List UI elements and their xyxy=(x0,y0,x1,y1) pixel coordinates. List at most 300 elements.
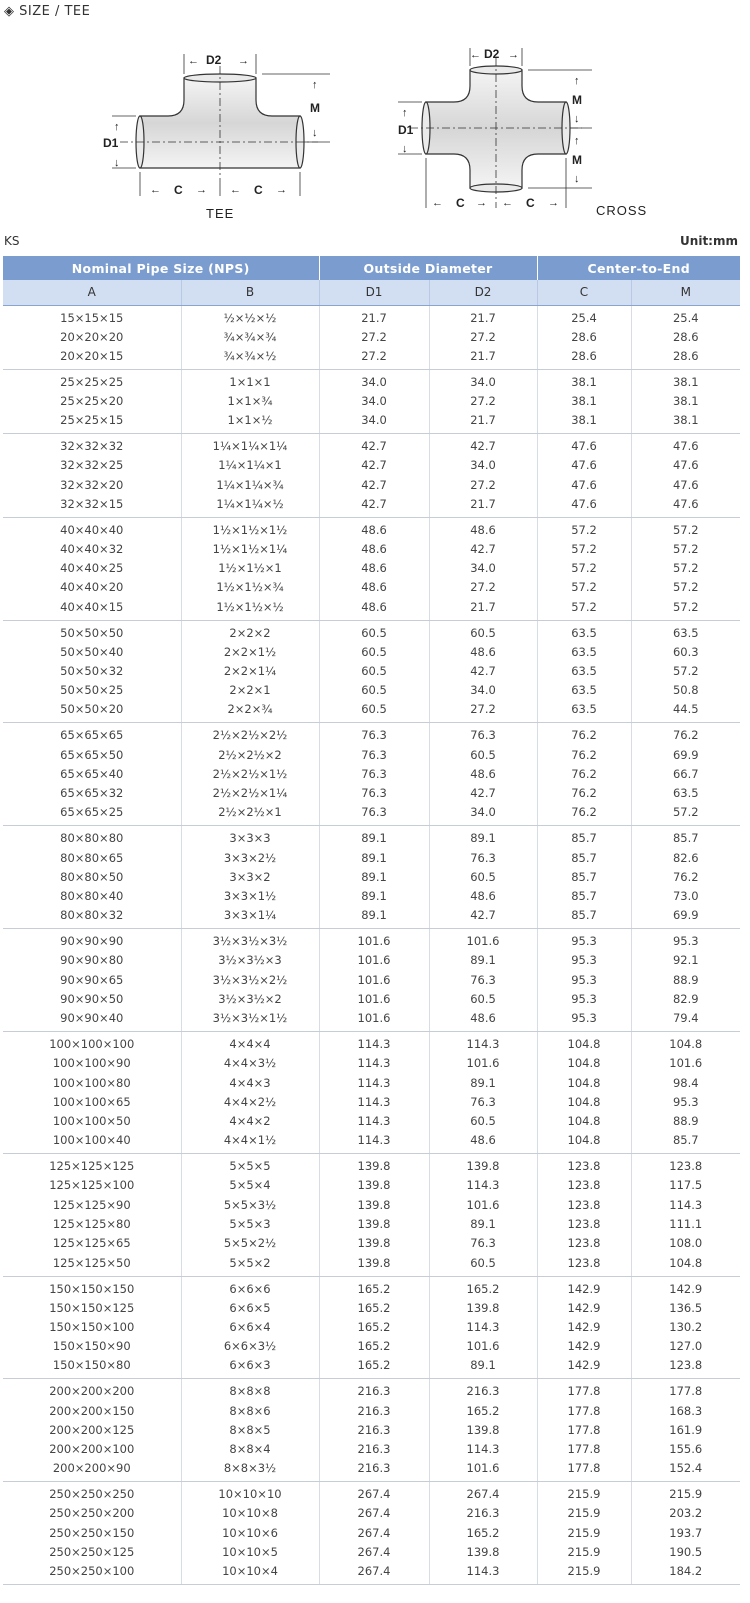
cell-d1: 139.8 xyxy=(319,1196,429,1215)
cell-c: 47.6 xyxy=(537,475,631,494)
cell-d2: 42.7 xyxy=(429,434,537,457)
cell-m: 123.8 xyxy=(669,1159,703,1174)
cell-c: 63.5 xyxy=(537,620,631,643)
cell-d1: 165.2 xyxy=(319,1299,429,1318)
cell-c: 85.7 xyxy=(537,848,631,867)
cell-c: 57.2 xyxy=(537,517,631,540)
cell-c: 57.2 xyxy=(537,540,631,559)
cell-d1: 101.6 xyxy=(319,971,429,990)
cell-c: 85.7 xyxy=(537,887,631,906)
table-row xyxy=(3,1032,740,1055)
cell-m: 168.3 xyxy=(669,1403,703,1418)
cell-m: 82.9 xyxy=(672,991,699,1006)
cell-a: 125×125×90 xyxy=(3,1196,181,1215)
cell-b: 1½×1½×1 xyxy=(181,559,319,578)
cell-d2: 21.7 xyxy=(429,305,537,328)
svg-text:↓: ↓ xyxy=(312,127,318,139)
cell-c: 57.2 xyxy=(537,559,631,578)
cell-a: 250×250×100 xyxy=(3,1562,181,1585)
cell-d1: 267.4 xyxy=(319,1482,429,1505)
cell-d1: 216.3 xyxy=(319,1379,429,1402)
cell-m: 28.6 xyxy=(672,329,699,344)
cell-b: 10×10×4 xyxy=(181,1562,319,1585)
table-row xyxy=(3,456,740,475)
cell-b: 3×3×1¼ xyxy=(181,906,319,929)
cell-m: 127.0 xyxy=(669,1339,703,1354)
svg-text:→: → xyxy=(508,49,519,61)
cell-a: 50×50×20 xyxy=(3,700,181,723)
cell-c: 57.2 xyxy=(537,598,631,621)
cell-m: 161.9 xyxy=(669,1422,703,1437)
cell-d2: 48.6 xyxy=(429,1131,537,1154)
cell-c: 95.3 xyxy=(537,929,631,952)
cell-b: 1¼×1¼×¾ xyxy=(181,475,319,494)
cell-b: 4×4×2½ xyxy=(181,1093,319,1112)
cell-m: 85.7 xyxy=(631,1131,740,1154)
cell-c: 76.2 xyxy=(537,803,631,826)
cell-c: 215.9 xyxy=(537,1524,631,1543)
cell-d1: 139.8 xyxy=(319,1254,429,1277)
cell-d1: 267.4 xyxy=(319,1524,429,1543)
cell-a: 150×150×125 xyxy=(3,1299,181,1318)
cell-d1: 165.2 xyxy=(319,1276,429,1299)
table-row xyxy=(3,848,740,867)
table-row xyxy=(3,1154,740,1177)
cell-d1: 34.0 xyxy=(319,369,429,392)
table-row xyxy=(3,1318,740,1337)
cell-b: 6×6×6 xyxy=(181,1276,319,1299)
cell-c: 25.4 xyxy=(537,305,631,328)
cell-d2: 114.3 xyxy=(429,1176,537,1195)
standard-label: KS xyxy=(4,234,20,248)
cell-c: 63.5 xyxy=(537,643,631,662)
tee-c2-label: C xyxy=(254,183,263,197)
cell-d2: 76.3 xyxy=(429,723,537,746)
cell-d2: 27.2 xyxy=(429,578,537,597)
cell-d1: 114.3 xyxy=(319,1093,429,1112)
cross-c1-label: C xyxy=(456,196,465,210)
tee-m-label: M xyxy=(310,101,320,115)
cell-d2: 48.6 xyxy=(429,765,537,784)
svg-text:→: → xyxy=(548,197,559,209)
table-row xyxy=(3,495,740,518)
table-row xyxy=(3,1054,740,1073)
cell-d2: 34.0 xyxy=(429,681,537,700)
cell-d1: 21.7 xyxy=(319,305,429,328)
cell-a: 250×250×125 xyxy=(3,1543,181,1562)
cell-d2: 216.3 xyxy=(429,1379,537,1402)
table-row xyxy=(3,1234,740,1253)
cross-d2-label: D2 xyxy=(484,47,500,61)
cell-c: 38.1 xyxy=(537,411,631,434)
cell-a: 80×80×40 xyxy=(3,887,181,906)
cell-b: 6×6×3 xyxy=(181,1356,319,1379)
cell-d2: 101.6 xyxy=(429,929,537,952)
cell-m: 193.7 xyxy=(669,1525,703,1540)
table-row xyxy=(3,475,740,494)
cell-d2: 114.3 xyxy=(429,1562,537,1585)
cell-c: 76.2 xyxy=(537,745,631,764)
size-table-body xyxy=(3,305,740,1585)
table-row xyxy=(3,1196,740,1215)
cell-a: 125×125×125 xyxy=(3,1154,181,1177)
svg-text:↓: ↓ xyxy=(574,173,580,185)
cell-m: 38.1 xyxy=(672,374,699,389)
table-row xyxy=(3,1356,740,1379)
table-row xyxy=(3,887,740,906)
cell-d2: 34.0 xyxy=(429,456,537,475)
cell-d1: 216.3 xyxy=(319,1421,429,1440)
cell-m: 76.2 xyxy=(672,728,699,743)
cell-m: 57.2 xyxy=(672,580,699,595)
table-row xyxy=(3,1131,740,1154)
cell-c: 142.9 xyxy=(537,1356,631,1379)
cell-c: 47.6 xyxy=(537,456,631,475)
cell-d2: 42.7 xyxy=(429,784,537,803)
cell-m: 50.8 xyxy=(672,683,699,698)
cell-d2: 27.2 xyxy=(429,392,537,411)
cell-b: 6×6×5 xyxy=(181,1299,319,1318)
cell-d2: 139.8 xyxy=(429,1154,537,1177)
cell-b: 8×8×3½ xyxy=(181,1459,319,1482)
cell-d1: 267.4 xyxy=(319,1504,429,1523)
size-table xyxy=(3,256,740,1585)
cell-b: 4×4×2 xyxy=(181,1112,319,1131)
column-header-d2: D2 xyxy=(429,280,537,305)
cell-m: 190.5 xyxy=(669,1545,703,1560)
cell-b: 1½×1½×1½ xyxy=(181,517,319,540)
cell-a: 40×40×15 xyxy=(3,598,181,621)
cell-m: 95.3 xyxy=(672,934,699,949)
cell-d2: 42.7 xyxy=(429,906,537,929)
svg-text:↓: ↓ xyxy=(574,113,580,125)
cell-b: 5×5×2 xyxy=(181,1254,319,1277)
cell-b: 8×8×4 xyxy=(181,1440,319,1459)
cell-a: 80×80×65 xyxy=(3,848,181,867)
cell-d1: 89.1 xyxy=(319,826,429,849)
cell-m: 47.6 xyxy=(631,495,740,518)
cell-c: 142.9 xyxy=(537,1318,631,1337)
svg-text:↑: ↑ xyxy=(114,121,120,133)
column-header-d1: D1 xyxy=(319,280,429,305)
cell-d1: 27.2 xyxy=(319,347,429,370)
cell-d2: 42.7 xyxy=(429,540,537,559)
cross-caption: CROSS xyxy=(596,203,648,218)
cell-c: 104.8 xyxy=(537,1073,631,1092)
cell-b: 10×10×5 xyxy=(181,1543,319,1562)
cell-a: 200×200×200 xyxy=(3,1379,181,1402)
cell-d1: 42.7 xyxy=(319,456,429,475)
table-row xyxy=(3,578,740,597)
table-row xyxy=(3,745,740,764)
cell-d1: 101.6 xyxy=(319,1009,429,1032)
table-row xyxy=(3,517,740,540)
cell-c: 85.7 xyxy=(537,826,631,849)
cell-d2: 114.3 xyxy=(429,1318,537,1337)
cell-m: 142.9 xyxy=(669,1281,703,1296)
cell-d1: 42.7 xyxy=(319,434,429,457)
cell-m: 57.2 xyxy=(672,561,699,576)
cell-d1: 89.1 xyxy=(319,848,429,867)
svg-text:←: ← xyxy=(432,197,443,209)
cell-a: 100×100×40 xyxy=(3,1131,181,1154)
cell-b: 10×10×8 xyxy=(181,1504,319,1523)
cell-d2: 42.7 xyxy=(429,662,537,681)
cell-b: 8×8×8 xyxy=(181,1379,319,1402)
cell-d1: 48.6 xyxy=(319,517,429,540)
cell-c: 215.9 xyxy=(537,1504,631,1523)
cell-m: 76.2 xyxy=(672,869,699,884)
cell-d1: 42.7 xyxy=(319,475,429,494)
cell-d2: 101.6 xyxy=(429,1054,537,1073)
cell-b: 6×6×3½ xyxy=(181,1337,319,1356)
table-row xyxy=(3,347,740,370)
cell-m: 177.8 xyxy=(669,1384,703,1399)
cross-c2-label: C xyxy=(526,196,535,210)
cell-c: 76.2 xyxy=(537,765,631,784)
cell-b: 10×10×10 xyxy=(181,1482,319,1505)
cell-c: 76.2 xyxy=(537,723,631,746)
cell-d1: 42.7 xyxy=(319,495,429,518)
table-row xyxy=(3,598,740,621)
table-row xyxy=(3,929,740,952)
cell-d2: 60.5 xyxy=(429,990,537,1009)
cell-m: 44.5 xyxy=(631,700,740,723)
cell-m: 108.0 xyxy=(669,1236,703,1251)
cell-a: 80×80×32 xyxy=(3,906,181,929)
cell-d1: 139.8 xyxy=(319,1234,429,1253)
svg-text:←: ← xyxy=(502,197,513,209)
table-row xyxy=(3,1421,740,1440)
cell-a: 25×25×25 xyxy=(3,369,181,392)
cell-a: 32×32×20 xyxy=(3,475,181,494)
cell-b: ¾×¾×¾ xyxy=(181,328,319,347)
table-row xyxy=(3,723,740,746)
cell-b: 5×5×5 xyxy=(181,1154,319,1177)
cell-d2: 34.0 xyxy=(429,559,537,578)
cell-m: 57.2 xyxy=(672,541,699,556)
unit-label: Unit:mm xyxy=(680,234,738,248)
cell-c: 28.6 xyxy=(537,347,631,370)
cell-d2: 165.2 xyxy=(429,1524,537,1543)
cell-d1: 76.3 xyxy=(319,803,429,826)
cell-m: 152.4 xyxy=(631,1459,740,1482)
cell-b: 8×8×6 xyxy=(181,1401,319,1420)
cell-d2: 21.7 xyxy=(429,347,537,370)
table-row xyxy=(3,305,740,328)
cell-c: 177.8 xyxy=(537,1459,631,1482)
cell-b: 4×4×1½ xyxy=(181,1131,319,1154)
cell-m: 57.2 xyxy=(672,664,699,679)
cell-d2: 165.2 xyxy=(429,1401,537,1420)
cell-c: 47.6 xyxy=(537,434,631,457)
cell-b: 10×10×6 xyxy=(181,1524,319,1543)
cell-m: 203.2 xyxy=(669,1506,703,1521)
cell-a: 100×100×65 xyxy=(3,1093,181,1112)
cell-d2: 48.6 xyxy=(429,517,537,540)
column-header-m: M xyxy=(631,280,740,305)
table-row xyxy=(3,411,740,434)
cell-d1: 139.8 xyxy=(319,1215,429,1234)
svg-text:↓: ↓ xyxy=(402,143,408,155)
cell-d1: 114.3 xyxy=(319,1054,429,1073)
cell-d2: 76.3 xyxy=(429,848,537,867)
cell-d1: 216.3 xyxy=(319,1401,429,1420)
cell-b: 3½×3½×3 xyxy=(181,951,319,970)
cell-a: 100×100×80 xyxy=(3,1073,181,1092)
cell-a: 15×15×15 xyxy=(3,305,181,328)
cell-b: 5×5×3 xyxy=(181,1215,319,1234)
cell-d1: 60.5 xyxy=(319,643,429,662)
cell-m: 60.3 xyxy=(672,644,699,659)
cell-d1: 165.2 xyxy=(319,1337,429,1356)
cell-d1: 60.5 xyxy=(319,681,429,700)
table-row xyxy=(3,434,740,457)
cell-b: ½×½×½ xyxy=(181,305,319,328)
cell-d1: 165.2 xyxy=(319,1318,429,1337)
cell-d2: 101.6 xyxy=(429,1196,537,1215)
cell-c: 95.3 xyxy=(537,1009,631,1032)
cell-b: 6×6×4 xyxy=(181,1318,319,1337)
cell-d1: 76.3 xyxy=(319,723,429,746)
cell-c: 47.6 xyxy=(537,495,631,518)
cell-b: 2½×2½×1 xyxy=(181,803,319,826)
cell-d2: 89.1 xyxy=(429,951,537,970)
cell-d1: 139.8 xyxy=(319,1176,429,1195)
cell-b: 3½×3½×2½ xyxy=(181,971,319,990)
cell-m: 66.7 xyxy=(672,766,699,781)
cell-a: 32×32×32 xyxy=(3,434,181,457)
cell-d2: 101.6 xyxy=(429,1337,537,1356)
cell-m: 98.4 xyxy=(672,1075,699,1090)
cell-c: 63.5 xyxy=(537,681,631,700)
table-row xyxy=(3,1254,740,1277)
cell-a: 90×90×50 xyxy=(3,990,181,1009)
svg-text:→: → xyxy=(196,184,207,196)
cell-d1: 27.2 xyxy=(319,328,429,347)
cell-d1: 48.6 xyxy=(319,540,429,559)
cell-c: 104.8 xyxy=(537,1131,631,1154)
table-row xyxy=(3,1459,740,1482)
cell-d1: 89.1 xyxy=(319,887,429,906)
cell-a: 80×80×50 xyxy=(3,868,181,887)
cell-b: 2×2×1½ xyxy=(181,643,319,662)
column-header-b: B xyxy=(181,280,319,305)
cell-b: 4×4×3 xyxy=(181,1073,319,1092)
cell-m: 38.1 xyxy=(672,393,699,408)
cell-d1: 34.0 xyxy=(319,392,429,411)
table-row xyxy=(3,1440,740,1459)
cell-d2: 114.3 xyxy=(429,1440,537,1459)
cell-m: 85.7 xyxy=(672,831,699,846)
cell-a: 150×150×90 xyxy=(3,1337,181,1356)
table-row xyxy=(3,1524,740,1543)
cell-d1: 114.3 xyxy=(319,1032,429,1055)
table-row xyxy=(3,1276,740,1299)
cell-d2: 21.7 xyxy=(429,495,537,518)
cell-m: 155.6 xyxy=(669,1442,703,1457)
cell-m: 28.6 xyxy=(631,347,740,370)
cell-a: 50×50×50 xyxy=(3,620,181,643)
cell-c: 95.3 xyxy=(537,951,631,970)
cell-m: 63.5 xyxy=(672,786,699,801)
tee-d2-label: D2 xyxy=(206,53,222,67)
cell-d2: 60.5 xyxy=(429,868,537,887)
group-header-outside-diameter: Outside Diameter xyxy=(319,256,537,280)
cell-m: 69.9 xyxy=(631,906,740,929)
cell-c: 123.8 xyxy=(537,1196,631,1215)
cell-d2: 48.6 xyxy=(429,643,537,662)
cell-m: 63.5 xyxy=(672,625,699,640)
cell-a: 90×90×40 xyxy=(3,1009,181,1032)
table-row xyxy=(3,990,740,1009)
cell-m: 25.4 xyxy=(672,310,699,325)
cell-c: 142.9 xyxy=(537,1337,631,1356)
group-header-nps: Nominal Pipe Size (NPS) xyxy=(3,256,319,280)
cell-b: 4×4×4 xyxy=(181,1032,319,1055)
cell-d1: 114.3 xyxy=(319,1112,429,1131)
cell-c: 215.9 xyxy=(537,1562,631,1585)
cell-a: 65×65×65 xyxy=(3,723,181,746)
cell-a: 90×90×80 xyxy=(3,951,181,970)
cell-a: 100×100×50 xyxy=(3,1112,181,1131)
table-row xyxy=(3,1562,740,1585)
page-title: ◈ SIZE / TEE xyxy=(4,4,91,19)
table-row xyxy=(3,700,740,723)
cell-a: 40×40×32 xyxy=(3,540,181,559)
svg-text:←: ← xyxy=(150,184,161,196)
cell-a: 100×100×90 xyxy=(3,1054,181,1073)
cell-b: 3×3×3 xyxy=(181,826,319,849)
cell-a: 32×32×25 xyxy=(3,456,181,475)
cell-d1: 76.3 xyxy=(319,745,429,764)
cell-a: 32×32×15 xyxy=(3,495,181,518)
cell-d2: 27.2 xyxy=(429,328,537,347)
cell-b: ¾×¾×½ xyxy=(181,347,319,370)
cell-a: 90×90×90 xyxy=(3,929,181,952)
cell-a: 40×40×25 xyxy=(3,559,181,578)
cell-c: 104.8 xyxy=(537,1112,631,1131)
cell-d2: 76.3 xyxy=(429,1234,537,1253)
cell-a: 65×65×25 xyxy=(3,803,181,826)
cell-a: 20×20×15 xyxy=(3,347,181,370)
cell-b: 3½×3½×2 xyxy=(181,990,319,1009)
cell-m: 111.1 xyxy=(669,1217,703,1232)
cell-b: 1×1×1 xyxy=(181,369,319,392)
cell-d1: 60.5 xyxy=(319,620,429,643)
cell-d1: 101.6 xyxy=(319,990,429,1009)
cell-m: 114.3 xyxy=(669,1197,703,1212)
cell-c: 63.5 xyxy=(537,662,631,681)
tee-cross-drawings xyxy=(0,30,750,230)
cell-d2: 34.0 xyxy=(429,803,537,826)
cell-m: 88.9 xyxy=(672,972,699,987)
cell-m: 130.2 xyxy=(669,1319,703,1334)
cell-m: 184.2 xyxy=(631,1562,740,1585)
table-row xyxy=(3,559,740,578)
cell-b: 2×2×1¼ xyxy=(181,662,319,681)
cell-m: 73.0 xyxy=(672,889,699,904)
cell-a: 65×65×32 xyxy=(3,784,181,803)
cell-d1: 216.3 xyxy=(319,1459,429,1482)
table-row xyxy=(3,1504,740,1523)
cell-d2: 89.1 xyxy=(429,1073,537,1092)
cross-d1-label: D1 xyxy=(398,123,414,137)
cell-d1: 60.5 xyxy=(319,700,429,723)
cell-b: 1×1×¾ xyxy=(181,392,319,411)
svg-text:↑: ↑ xyxy=(574,135,580,147)
cell-d2: 139.8 xyxy=(429,1299,537,1318)
